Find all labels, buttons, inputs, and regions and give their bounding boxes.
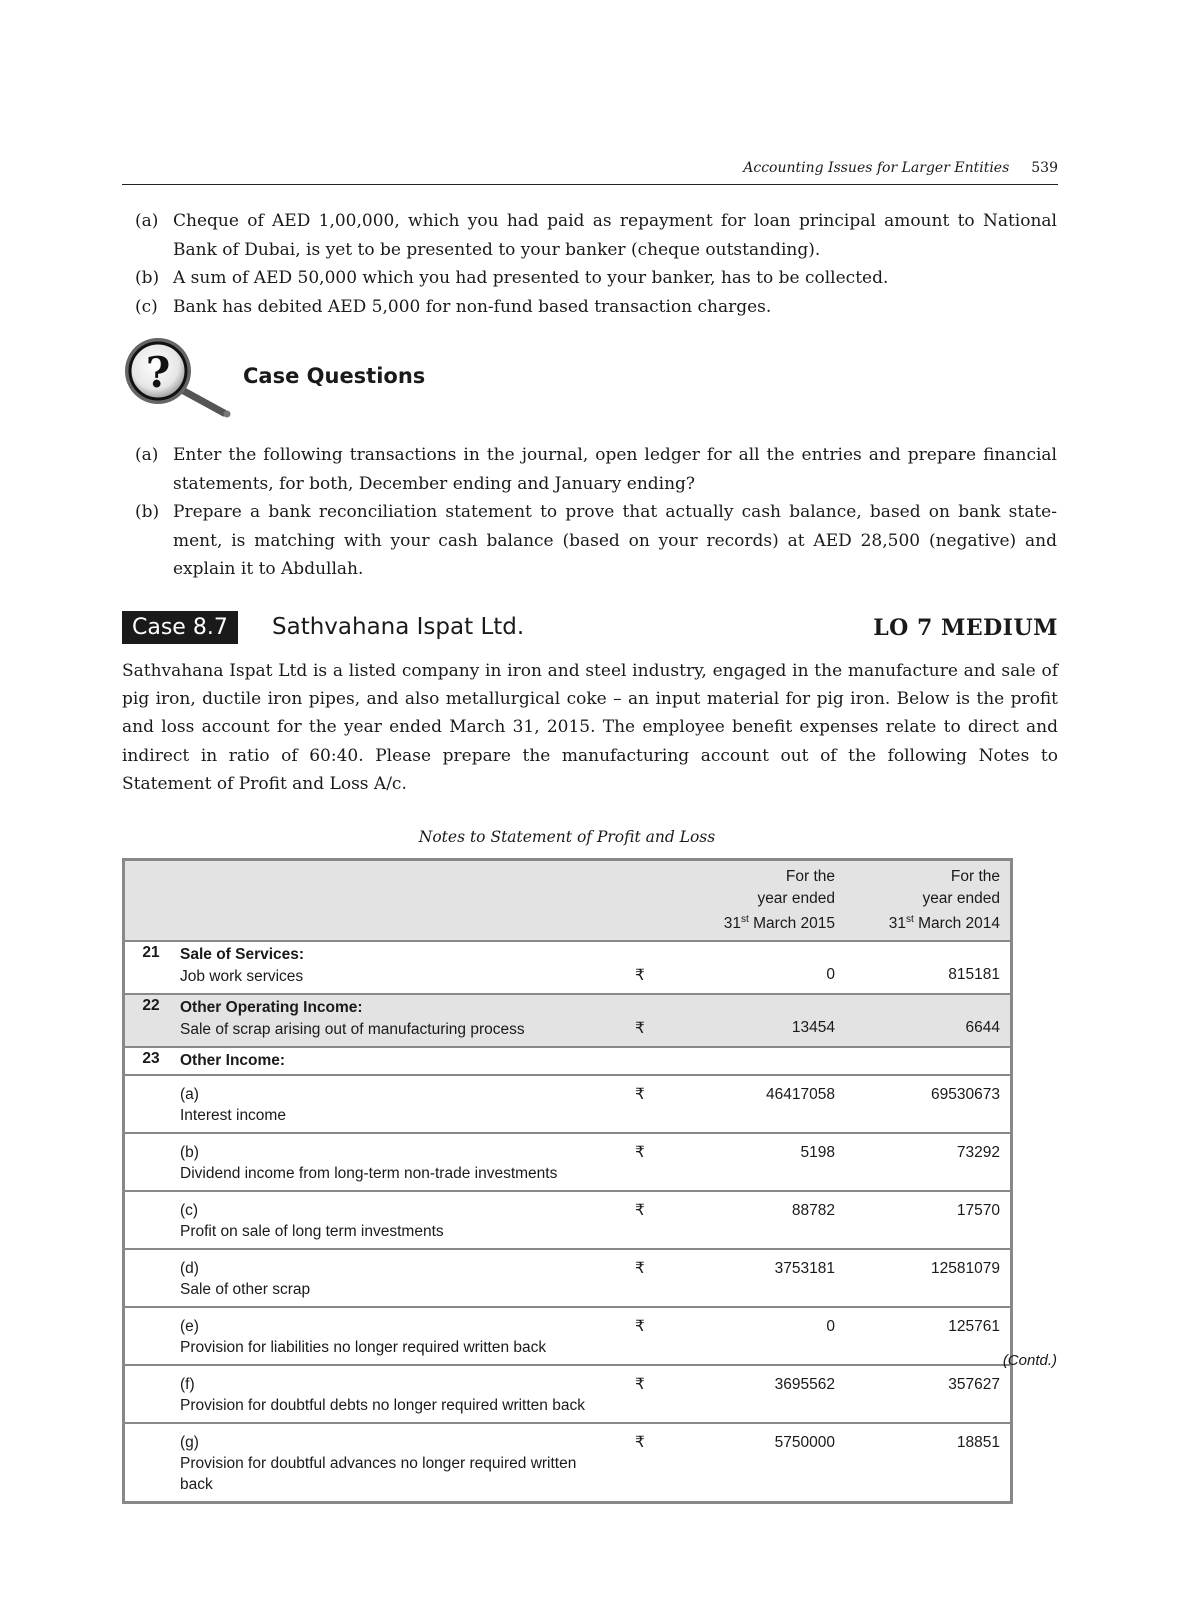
table-caption: Notes to Statement of Profit and Loss bbox=[418, 828, 716, 846]
item-label: (b) bbox=[135, 268, 160, 288]
case-questions-title: Case Questions bbox=[243, 364, 426, 388]
item-label: (a) bbox=[135, 445, 159, 465]
table-row: (f)Provision for doubtful debts no longer required written back ₹ 3695562 357627 bbox=[124, 1365, 1012, 1423]
item-label: (a) bbox=[135, 211, 159, 231]
table-row: (e)Provision for liabilities no longer required written back ₹ 0 125761 bbox=[124, 1307, 1012, 1365]
item-text: Prepare a bank reconciliation statement to prove that actually cash balance, based on bank state-ment, is matching with your cash balance (based on your records) at AED 28,500 (negative) and explain it to Abdullah. bbox=[173, 502, 1057, 579]
table-row: 22 Other Operating Income: Sale of scrap arising out of manufacturing process ₹ 13454 6644 bbox=[124, 994, 1012, 1047]
list-item bbox=[135, 441, 1057, 498]
item-text: Enter the following transactions in the journal, open ledger for all the entries and prepare financial statements, for both, December ending and January ending? bbox=[173, 445, 1057, 494]
running-head bbox=[122, 158, 1058, 185]
svg-text:?: ? bbox=[145, 348, 171, 397]
table-header-row bbox=[124, 860, 1012, 942]
running-head-title: Accounting Issues for Larger Entities bbox=[743, 160, 1010, 176]
table-row: 23 Other Income: bbox=[124, 1047, 1012, 1075]
notes-table bbox=[122, 858, 1013, 1504]
item-label: (b) bbox=[135, 502, 160, 522]
table-row: (d)Sale of other scrap ₹ 3753181 12581079 bbox=[124, 1249, 1012, 1307]
table-row: (b)Dividend income from long-term non-trade investments ₹ 5198 73292 bbox=[124, 1133, 1012, 1191]
column-header-2014: For the year ended 31st March 2014 bbox=[835, 860, 1012, 942]
case-title: Sathvahana Ispat Ltd. bbox=[272, 614, 525, 640]
bank-items-list bbox=[135, 207, 1057, 321]
case-number-badge: Case 8.7 bbox=[122, 611, 238, 644]
case-heading bbox=[122, 611, 1058, 645]
list-item bbox=[135, 498, 1057, 584]
column-header-2015: For the year ended 31st March 2015 bbox=[665, 860, 835, 942]
table-row: (g)Provision for doubtful advances no longer required written back ₹ 5750000 18851 bbox=[124, 1423, 1012, 1503]
table-row: 21 Sale of Services: Job work services ₹ 0 815181 bbox=[124, 941, 1012, 994]
list-item bbox=[135, 293, 1057, 322]
item-text: Bank has debited AED 5,000 for non-fund based transaction charges. bbox=[173, 296, 772, 317]
item-text: A sum of AED 50,000 which you had presented to your banker, has to be collected. bbox=[173, 268, 889, 288]
item-text: Cheque of AED 1,00,000, which you had paid as repayment for loan principal amount to National Bank of Dubai, is yet to be presented to your banker (cheque outstanding). bbox=[173, 211, 1057, 260]
continued-note: (Contd.) bbox=[1002, 1352, 1057, 1369]
question-magnifier-icon bbox=[122, 335, 234, 421]
table-row: (a)Interest income ₹ 46417058 69530673 bbox=[124, 1075, 1012, 1133]
table-row: (c)Profit on sale of long term investments ₹ 88782 17570 bbox=[124, 1191, 1012, 1249]
case-intro: Sathvahana Ispat Ltd is a listed company in iron and steel industry, engaged in the manufacture and sale of pig iron, ductile iron pipes, and also metallurgical coke – an input material for pig iron. Below is the profit and loss account for the year ended March 31, 2015. The employee benefit expenses relate to direct and indirect in ratio of 60:40. Please prepare the manufacturing account out of the following Notes to Statement of Profit and Loss A/c. bbox=[122, 661, 1058, 794]
item-label: (c) bbox=[135, 296, 158, 317]
case-level: LO 7 MEDIUM bbox=[873, 615, 1058, 641]
list-item bbox=[135, 207, 1057, 264]
list-item bbox=[135, 264, 1057, 293]
page-number: 539 bbox=[1031, 160, 1058, 176]
case-questions-list bbox=[135, 441, 1057, 584]
